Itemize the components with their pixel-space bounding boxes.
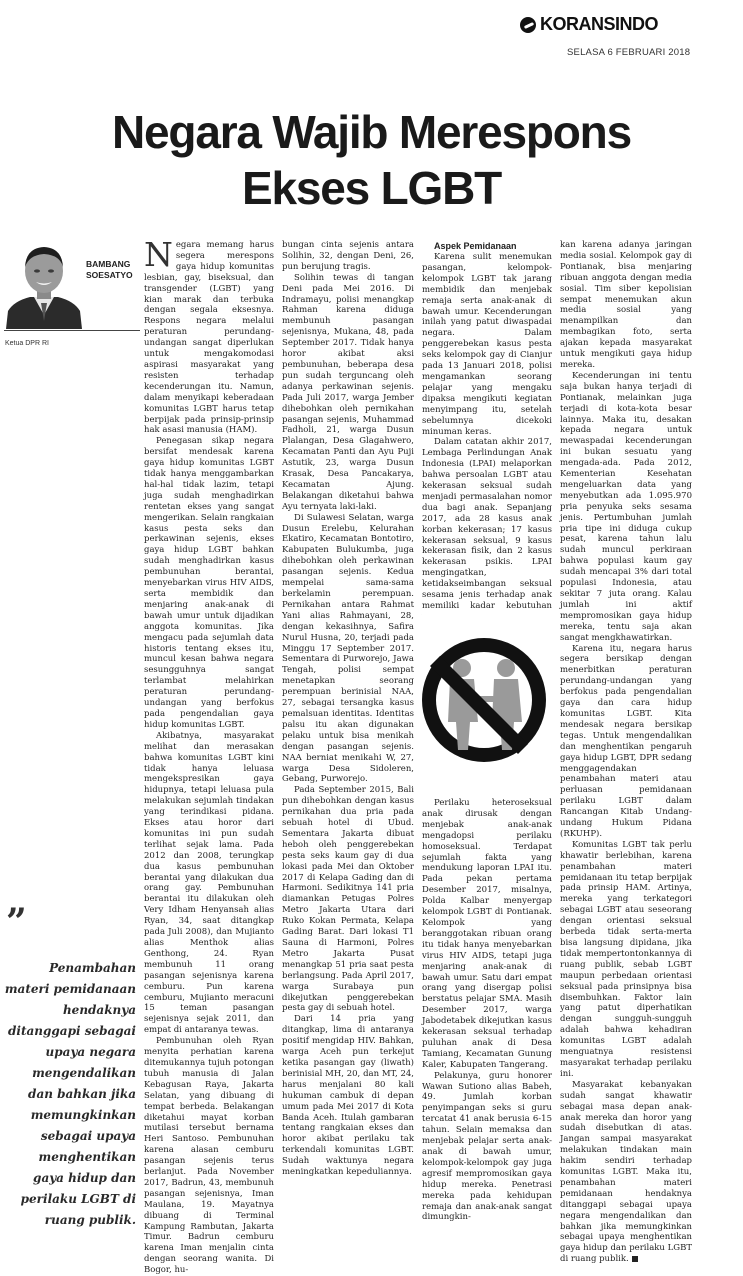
- paragraph: Kecenderungan ini tentu saja bukan hanya terjadi di Pontianak, melainkan juga terjadi di kota-kota besar lainnya. Maka itu, desakan kepada negara untuk mewaspadai kecenderungan ini bukan sesuatu yang mengada-ada. Pada 2012, Kementerian Kesehatan mengeluarkan data yang menyebutkan ada 1.095.970 pria penyuka seks sesama jenis. Pertumbuhan jumlah pria tipe ini diduga cukup pesat, karena tahun lalu sudah muncul perkiraan bahwa populasi kaum gay sudah mencapai 3% dari total populasi Indonesia, atau sekitar 7 juta orang. Kalau jumlah ini aktif mempromosikan gaya hidup mereka, tentu saja akan sangat mengkhawatirkan.: [560, 370, 692, 643]
- paragraph: Penegasan sikap negara bersifat mendesak karena gaya hidup komunitas LGBT tidak hanya menggambarkan hal-hal tidak lazim, tetapi juga sudah menghadirkan rentetan ekses yang sangat mengerikan. Selain rangkaian kasus pesta seks dan perkawinan sejenis, ekses gaya hidup LGBT bahkan sudah menghadirkan kasus pembunuhan berantai, menyebarkan virus HIV AIDS, serta membidik dan menjaring anak-anak di bawah umur untuk dijadikan anggota komunitas. Jika mengacu pada sejumlah data historis tentang ekses itu, muncul kesan bahwa negara sesungguhnya sangat terlambat melahirkan peraturan perundang-undangan yang berfokus pada pengendalian gaya hidup komunitas LGBT.: [144, 436, 274, 730]
- end-of-article-icon: [632, 1256, 638, 1262]
- brand-name: KORANSINDO: [540, 14, 659, 34]
- paragraph: Dari 14 pria yang ditangkap, lima di antaranya positif mengidap HIV. Bahkan, warga Aceh pun terkejut ketika pasangan gay (liwath) berinisial MH, 20, dan MT, 24, harus menjalani 80 kali hukuman cambuk di depan umum pada Mei 2017 di Kota Banda Aceh. Itulah gambaran tentang rangkaian ekses dan horor akibat perilaku tak terkendali komunitas LGBT. Sudah waktunya negara meningkatkan kepeduliannya.: [282, 1014, 414, 1178]
- publication-date: SELASA 6 FEBRUARI 2018: [567, 47, 691, 58]
- paragraph: Di Sulawesi Selatan, warga Dusun Erelebu, Kelurahan Ekatiro, Kecamatan Bontotiro, Kabupaten Bulukumba, juga dihebohkan oleh perkawinan pasangan sejenis. Kedua mempelai sama-sama berkelamin perempuan. Pernikahan antara Rahmat Yani alias Rahmayani, 28, dengan kekasihnya, Safira Nurul Husna, 20, terjadi pada Minggu 17 September 2017. Sementara di Purworejo, Jawa Tengah, polisi sempat menetapkan seorang perempuan berinisial NAA, 27, sebagai tersangka kasus pemalsuan identitas. Identitas palsu itu akan digunakan pelaku untuk bisa menikah dengan pasangan sejenis. NAA berniat menikahi W, 27, warga Desa Sidoleren, Gebang, Purworejo.: [282, 512, 414, 785]
- paragraph: Dalam catatan akhir 2017, Lembaga Perlindungan Anak Indonesia (LPAI) melaporkan bahwa persoalan LGBT atau kekerasan seksual sudah menjadi permasalahan nomor dua bagi anak. Sepanjang 2017, ada 28 kasus anak korban kekerasan; 17 kasus kekerasan seksual, 9 kasus kekerasan fisik, dan 2 kasus kekerasan psikis. LPAI mengingatkan, ketidakseimbangan seksual sesama jenis terhadap anak memiliki kadar kebutuhan: [422, 437, 552, 611]
- paragraph: Perilaku heteroseksual anak dirusak dengan menjebak anak-anak mengadopsi perilaku homoseksual. Terdapat sejumlah fakta yang mendukung laporan LPAI itu. Pada pekan pertama Desember 2017, misalnya, Polda Kalbar menyergap kelompok LGBT di Pontianak. Kelompok yang beranggotakan ribuan orang itu tidak hanya menyebarkan virus HIV AIDS, tetapi juga menjaring anak-anak di bawah umur. Satu dari empat orang yang disergap polisi berstatus pelajar SMA. Masih Desember 2017, warga Jabodetabek dikejutkan kasus kekerasan seksual terhadap puluhan anak di Desa Tamiang, Kecamatan Gunung Kaler, Kabupaten Tangerang.: [422, 798, 552, 1070]
- author-name: BAMBANG SOESATYO: [86, 259, 133, 280]
- author-role: Ketua DPR RI: [5, 340, 49, 347]
- article-column-1: [144, 235, 274, 1276]
- article-title-line-1: Negara Wajib Merespons: [112, 106, 631, 158]
- koran-sindo-logo-icon: [520, 17, 536, 33]
- paragraph: kan karena adanya jaringan media sosial. Kelompok gay di Pontianak, bisa menjaring ribuan anggota dengan media sosial. Tim siber kepolisian sempat menemukan akun media sosial yang menampilkan dan membagikan foto, serta ajakan kepada masyarakat untuk mengikuti gaya hidup mereka.: [560, 240, 692, 370]
- article-title-line-2: Ekses LGBT: [242, 162, 501, 214]
- article-column-3-bottom: [422, 798, 552, 1223]
- author-divider: [4, 330, 140, 331]
- no-lgbt-illustration: [422, 612, 560, 792]
- masthead: [520, 14, 658, 35]
- quote-mark-icon: ”: [6, 901, 27, 943]
- article-column-4: [560, 240, 692, 1265]
- paragraph: Pelakunya, guru honorer Wawan Sutiono alias Babeh, 49. Jumlah korban penyimpangan seks si guru tercatat 41 anak berusia 6-15 tahun. Selain memaksa dan menjebak pelajar serta anak-anak di bawah umur, kelompok-kelompok gay juga agresif mempromosikan gaya hidup mereka. Penetrasi mereka pada kehidupan remaja dan anak-anak sangat dimungkin-: [422, 1070, 552, 1223]
- paragraph: Akibatnya, masyarakat melihat dan merasakan bahwa komunitas LGBT kini tidak hanya leluasa mengekspresikan gaya hidupnya, tetapi leluasa pula melakukan sejumlah tindakan yang terindikasi pidana. Ekses atau horor dari komunitas ini pun sudah terlihat sejak lama. Pada 2012 dan 2008, terungkap dua kasus pembunuhan berantai yang dilakukan dua orang gay. Pembunuhan berantai itu dilakukan oleh Very Idham Henyansah alias Ryan, 34, saat ditangkap pada Juli 2008), dan Mujianto alias Menthok alias Genthong, 24. Ryan membunuh 11 orang pasangan sejenisnya karena cemburu. Pun karena cemburu, Mujianto meracuni 15 teman pasangan sejenisnya sejak 2011, dan empat di antaranya tewas.: [144, 730, 274, 1036]
- section-subheading: Aspek Pemidanaan: [434, 241, 517, 251]
- paragraph: Solihin tewas di tangan Deni pada Mei 2016. Di Indramayu, polisi menangkap Rahman karena diduga membunuh pasangan sejenisnya, Mukana, 48, pada September 2017. Tidak hanya horor akibat aksi pembunuhan, beberapa desa pun sudah terguncang oleh adanya perkawinan sejenis. Pada Juli 2017, warga Jember dihebohkan oleh pernikahan pasangan sejenis, Muhammad Fadholi, 21, warga Dusun Plalangan, Desa Glagahwero, Kecamatan Panti dan Ayu Puji Astutik, 23, warga Dusun Krasak, Desa Pancakarya, Kecamatan Ajung. Belakangan diketahui bahwa Ayu ternyata laki-laki.: [282, 272, 414, 512]
- paragraph: Karena sulit menemukan pasangan, kelompok-kelompok LGBT tak jarang membidik dan menjebak remaja serta anak-anak di bawah umur. Kecenderungan inilah yang patut diwaspadai negara. Dalam penggerebekan kasus pesta seks kelompok gay di Cianjur pada 13 Januari 2018, polisi mengamankan seorang pelajar yang mengaku dipaksa mengikuti kegiatan menyimpang itu, setelah sebelumnya dicekoki minuman keras.: [422, 252, 552, 437]
- paragraph: Masyarakat kebanyakan sudah sangat khawatir sebagai masa depan anak-anak mereka dan horor yang sudah disebutkan di atas. Jangan sampai masyarakat melakukan tindakan main hakim sendiri terhadap komunitas LGBT. Maka itu, penambahan materi pemidanaan hendaknya ditanggapi sebagai upaya negara mengendalikan dan bahkan jika memungkinkan sebagai upaya menghentikan gaya hidup dan perilaku LGBT di ruang publik.: [560, 1079, 692, 1265]
- paragraph: Negara memang harus segera merespons gaya hidup komunitas lesbian, gay, biseksual, dan transgender (LGBT) yang kian marak dan terbuka dengan segala eksesnya. Respons negara melalui peraturan perundang-undangan sangat diperlukan untuk mengakomodasi aspirasi masyarakat yang resisten terhadap kecenderungan itu. Namun, dalam menyikapi keberadaan komunitas LGBT harus tetap berpijak pada prinsip-prinsip hak asasi manusia (HAM).: [144, 235, 274, 436]
- paragraph: Komunitas LGBT tak perlu khawatir berlebihan, karena penambahan materi pemidanaan itu tetap berpijak pada prinsip HAM. Artinya, mereka yang terkategori sebagai LGBT atau seseorang dengan orientasi seksual berbeda tidak serta-merta bisa langsung dipidana, jika tidak mempertontonkannya di ruang publik, sebab LGBT maupun perbedaan orientasi seksual pada prinsipnya bisa disembuhkan. Faktor lain yang patut diperhatikan dengan sungguh-sungguh adalah bahwa kehadiran komunitas LGBT adalah menguatnya resistensi masyarakat terhadap perilaku ini.: [560, 839, 692, 1079]
- article-title: [0, 104, 743, 216]
- pull-quote-text: Penambahan materi pemidanaan hendaknya ditanggapi sebagai upaya negara mengendalikan dan bahkan jika memungkinkan sebagai upaya menghentikan gaya hidup dan perilaku LGBT di ruang publik.: [4, 961, 136, 1227]
- article-column-3-top: [422, 240, 552, 610]
- paragraph: Pembunuhan oleh Ryan menyita perhatian karena ditemukannya tujuh potongan tubuh manusia di Jalan Kebagusan Raya, Jakarta Selatan, yang dibuang di tempat berbeda. Belakangan diketahui mayat korban mutilasi tersebut bernama Heri Santoso. Pembunuhan karena alasan cemburu pasangan sejenis terus berlanjut. Pada November 2017, Badrun, 43, membunuh pasangan sejenisnya, Iman Maulana, 19. Mayatnya dibuang di Terminal Kampung Rambutan, Jakarta Timur. Badrun cemburu karena Iman menjalin cinta dengan seorang wanita. Di Bogor, hu-: [144, 1036, 274, 1276]
- drop-cap: N: [144, 235, 173, 274]
- paragraph: bungan cinta sejenis antara Solihin, 32, dengan Deni, 26, pun berujung tragis.: [282, 240, 414, 272]
- paragraph: Pada September 2015, Bali pun dihebohkan dengan kasus pernikahan dua pria pada sebuah hotel di Ubud. Sementara Jakarta dibuat heboh oleh penggerebekan pesta seks kaum gay di dua lokasi pada Mei dan Oktober 2017 di Kelapa Gading dan di Harmoni. Sedikitnya 141 pria diamankan Petugas Polres Metro Jakarta Utara dari Ruko Kokan Permata, Kelapa Gading Barat. Dari lokasi T1 Sauna di Harmoni, Polres Metro Jakarta Pusat menangkap 51 pria saat pesta berlangsung. Pada April 2017, warga Surabaya pun dikejutkan penggerebekan pesta gay di sebuah hotel.: [282, 785, 414, 1014]
- article-column-2: [282, 240, 414, 1190]
- author-photo: [4, 237, 84, 329]
- paragraph: Karena itu, negara harus segera bersikap dengan menerbitkan peraturan perundang-undangan yang berfokus pada pengendalian gaya dan cara hidup komunitas LGBT. Kita mendesak negara bersikap tegas. Untuk mengendalikan dan menghentikan pengaruh gaya hidup LGBT, DPR sedang menggagendakan penambahan materi atau perluasan pemidanaan perilaku LGBT dalam Rancangan Kitab Undang-undang Hukum Pidana (RKUHP).: [560, 643, 692, 839]
